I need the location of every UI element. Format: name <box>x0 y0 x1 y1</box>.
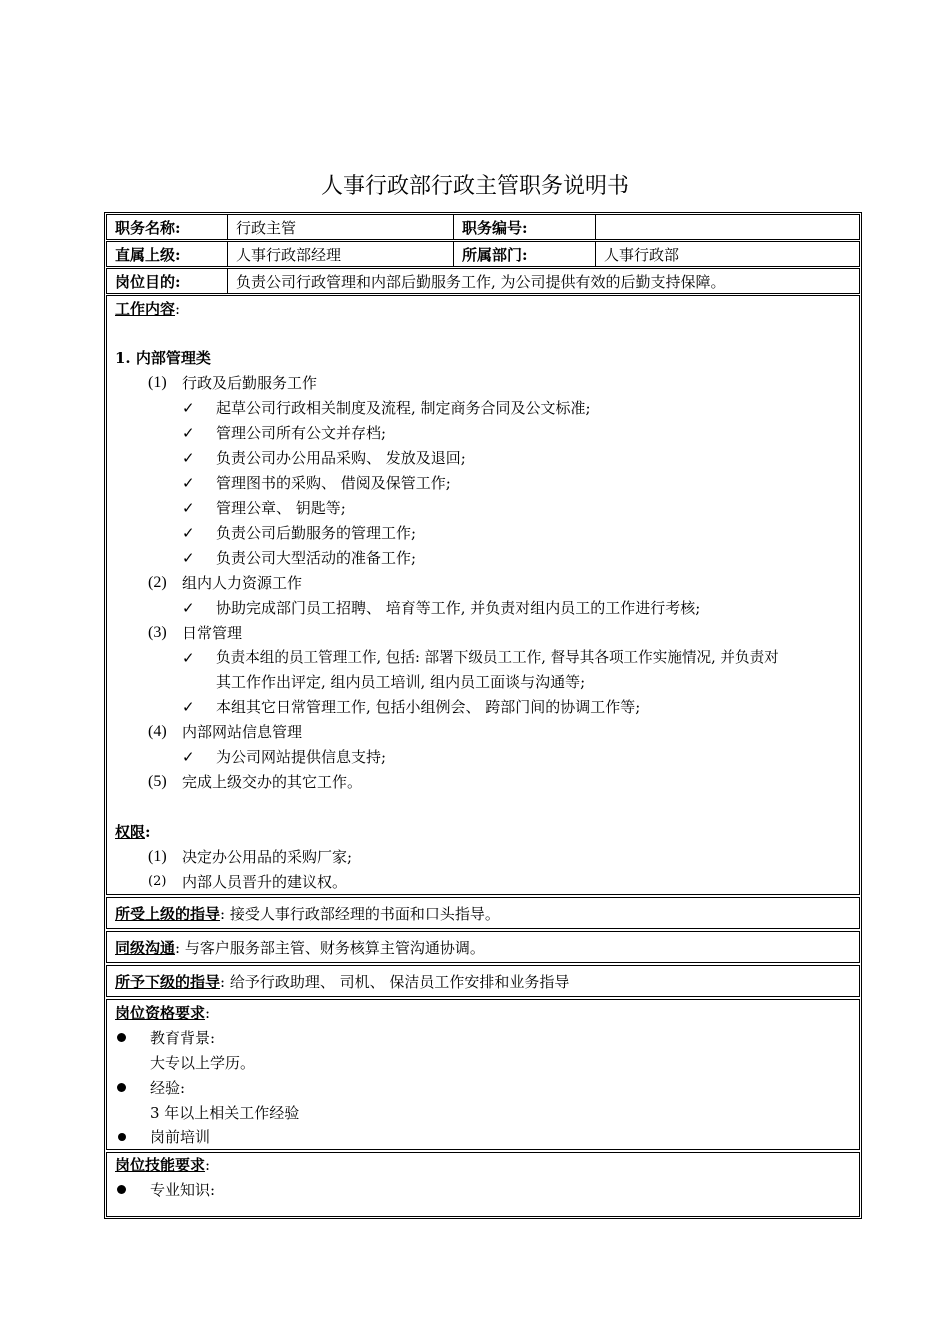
document-title: 人事行政部行政主管职务说明书 <box>320 174 629 199</box>
list-item: 管理公司所有公文并存档; <box>216 424 387 442</box>
label-job-title: 职务名称: <box>115 218 181 237</box>
check-icon: ✓ <box>182 748 195 766</box>
bullet-icon <box>118 1133 126 1141</box>
list-item: 本组其它日常管理工作, 包括小组例会、 跨部门间的协调工作等; <box>216 698 641 716</box>
bullet-icon <box>117 1033 126 1042</box>
check-icon: ✓ <box>182 698 195 716</box>
authority-item: 决定办公用品的采购厂家; <box>182 848 353 866</box>
label-purpose: 岗位目的: <box>115 272 181 291</box>
label-direct-superior: 直属上级: <box>115 245 181 264</box>
group-number: (3) <box>148 624 167 641</box>
check-icon: ✓ <box>182 474 195 492</box>
qualification-block <box>106 999 860 1150</box>
header-row-superior <box>106 241 860 267</box>
authority-heading: 权限: <box>115 823 151 841</box>
bullet-icon <box>117 1185 126 1194</box>
list-item: 为公司网站提供信息支持; <box>216 748 387 766</box>
guidance-subordinate-text: : 给予行政助理、 司机、 保洁员工作安排和业务指导 <box>220 972 570 991</box>
list-item: 管理图书的采购、 借阅及保管工作; <box>216 474 451 492</box>
value-job-code <box>595 215 859 239</box>
skills-item-title: 专业知识: <box>150 1181 216 1199</box>
group-number: (2) <box>148 574 167 591</box>
check-icon: ✓ <box>182 524 195 542</box>
section-internal-management: 1. 内部管理类 <box>115 349 211 367</box>
check-icon: ✓ <box>182 399 195 417</box>
value-purpose: 负责公司行政管理和内部后勤服务工作, 为公司提供有效的后勤支持保障。 <box>227 269 859 293</box>
check-icon: ✓ <box>182 549 195 567</box>
guidance-subordinate-cell <box>107 966 859 996</box>
group-title: 行政及后勤服务工作 <box>182 374 318 392</box>
peer-communication-cell <box>107 932 859 962</box>
guidance-superior-text: : 接受人事行政部经理的书面和口头指导。 <box>220 904 500 923</box>
qualification-item-title: 教育背景: <box>150 1029 216 1047</box>
bullet-icon <box>117 1083 126 1092</box>
qualification-item-title: 经验: <box>150 1079 186 1097</box>
group-number: (1) <box>148 374 167 391</box>
group-number: (5) <box>148 773 167 790</box>
guidance-superior-cell <box>107 898 859 928</box>
value-direct-superior: 人事行政部经理 <box>227 242 453 266</box>
qualification-item-detail: 3 年以上相关工作经验 <box>150 1104 300 1122</box>
peer-communication-text: : 与客户服务部主管、财务核算主管沟通协调。 <box>175 938 485 957</box>
qualification-item-detail: 大专以上学历。 <box>150 1054 256 1072</box>
check-icon: ✓ <box>182 599 195 617</box>
list-item-continued: 其工作作出评定, 组内员工培训, 组内员工面谈与沟通等; <box>216 673 586 691</box>
label-department: 所属部门: <box>453 242 595 266</box>
list-item: 负责公司后勤服务的管理工作; <box>216 524 417 542</box>
check-icon: ✓ <box>182 449 195 467</box>
list-item: 协助完成部门员工招聘、 培育等工作, 并负责对组内员工的工作进行考核; <box>216 599 701 617</box>
guidance-superior-row <box>106 897 860 929</box>
label-job-code: 职务编号: <box>453 215 595 239</box>
list-item: 起草公司行政相关制度及流程, 制定商务合同及公文标准; <box>216 399 591 417</box>
peer-communication-row <box>106 931 860 963</box>
authority-number: (1) <box>148 848 167 865</box>
authority-number: (2) <box>148 874 167 889</box>
list-item: 负责公司办公用品采购、 发放及退回; <box>216 449 466 467</box>
authority-item: 内部人员晋升的建议权。 <box>182 873 348 891</box>
purpose-row <box>106 268 860 294</box>
guidance-superior-label: 所受上级的指导 <box>115 904 221 923</box>
guidance-subordinate-row <box>106 965 860 997</box>
group-title: 内部网站信息管理 <box>182 723 303 741</box>
skills-block <box>106 1152 860 1217</box>
value-department: 人事行政部 <box>595 242 859 266</box>
qualification-heading: 岗位资格要求: <box>115 1004 211 1022</box>
qualification-item-title: 岗前培训 <box>150 1128 211 1146</box>
list-item: 负责本组的员工管理工作, 包括: 部署下级员工工作, 督导其各项工作实施情况, 并负责对 <box>216 649 779 666</box>
skills-heading: 岗位技能要求: <box>115 1156 211 1174</box>
group-number: (4) <box>148 723 167 740</box>
header-row-title <box>106 214 860 240</box>
group-title: 完成上级交办的其它工作。 <box>182 773 363 791</box>
work-content-heading: 工作内容: <box>115 300 181 318</box>
group-title: 组内人力资源工作 <box>182 574 303 592</box>
guidance-subordinate-label: 所予下级的指导 <box>115 972 221 991</box>
check-icon: ✓ <box>182 649 195 667</box>
list-item: 管理公章、 钥匙等; <box>216 499 346 517</box>
list-item: 负责公司大型活动的准备工作; <box>216 549 417 567</box>
check-icon: ✓ <box>182 499 195 517</box>
value-job-title: 行政主管 <box>227 215 453 239</box>
group-title: 日常管理 <box>182 624 243 642</box>
peer-communication-label: 同级沟通 <box>115 938 176 957</box>
check-icon: ✓ <box>182 424 195 442</box>
